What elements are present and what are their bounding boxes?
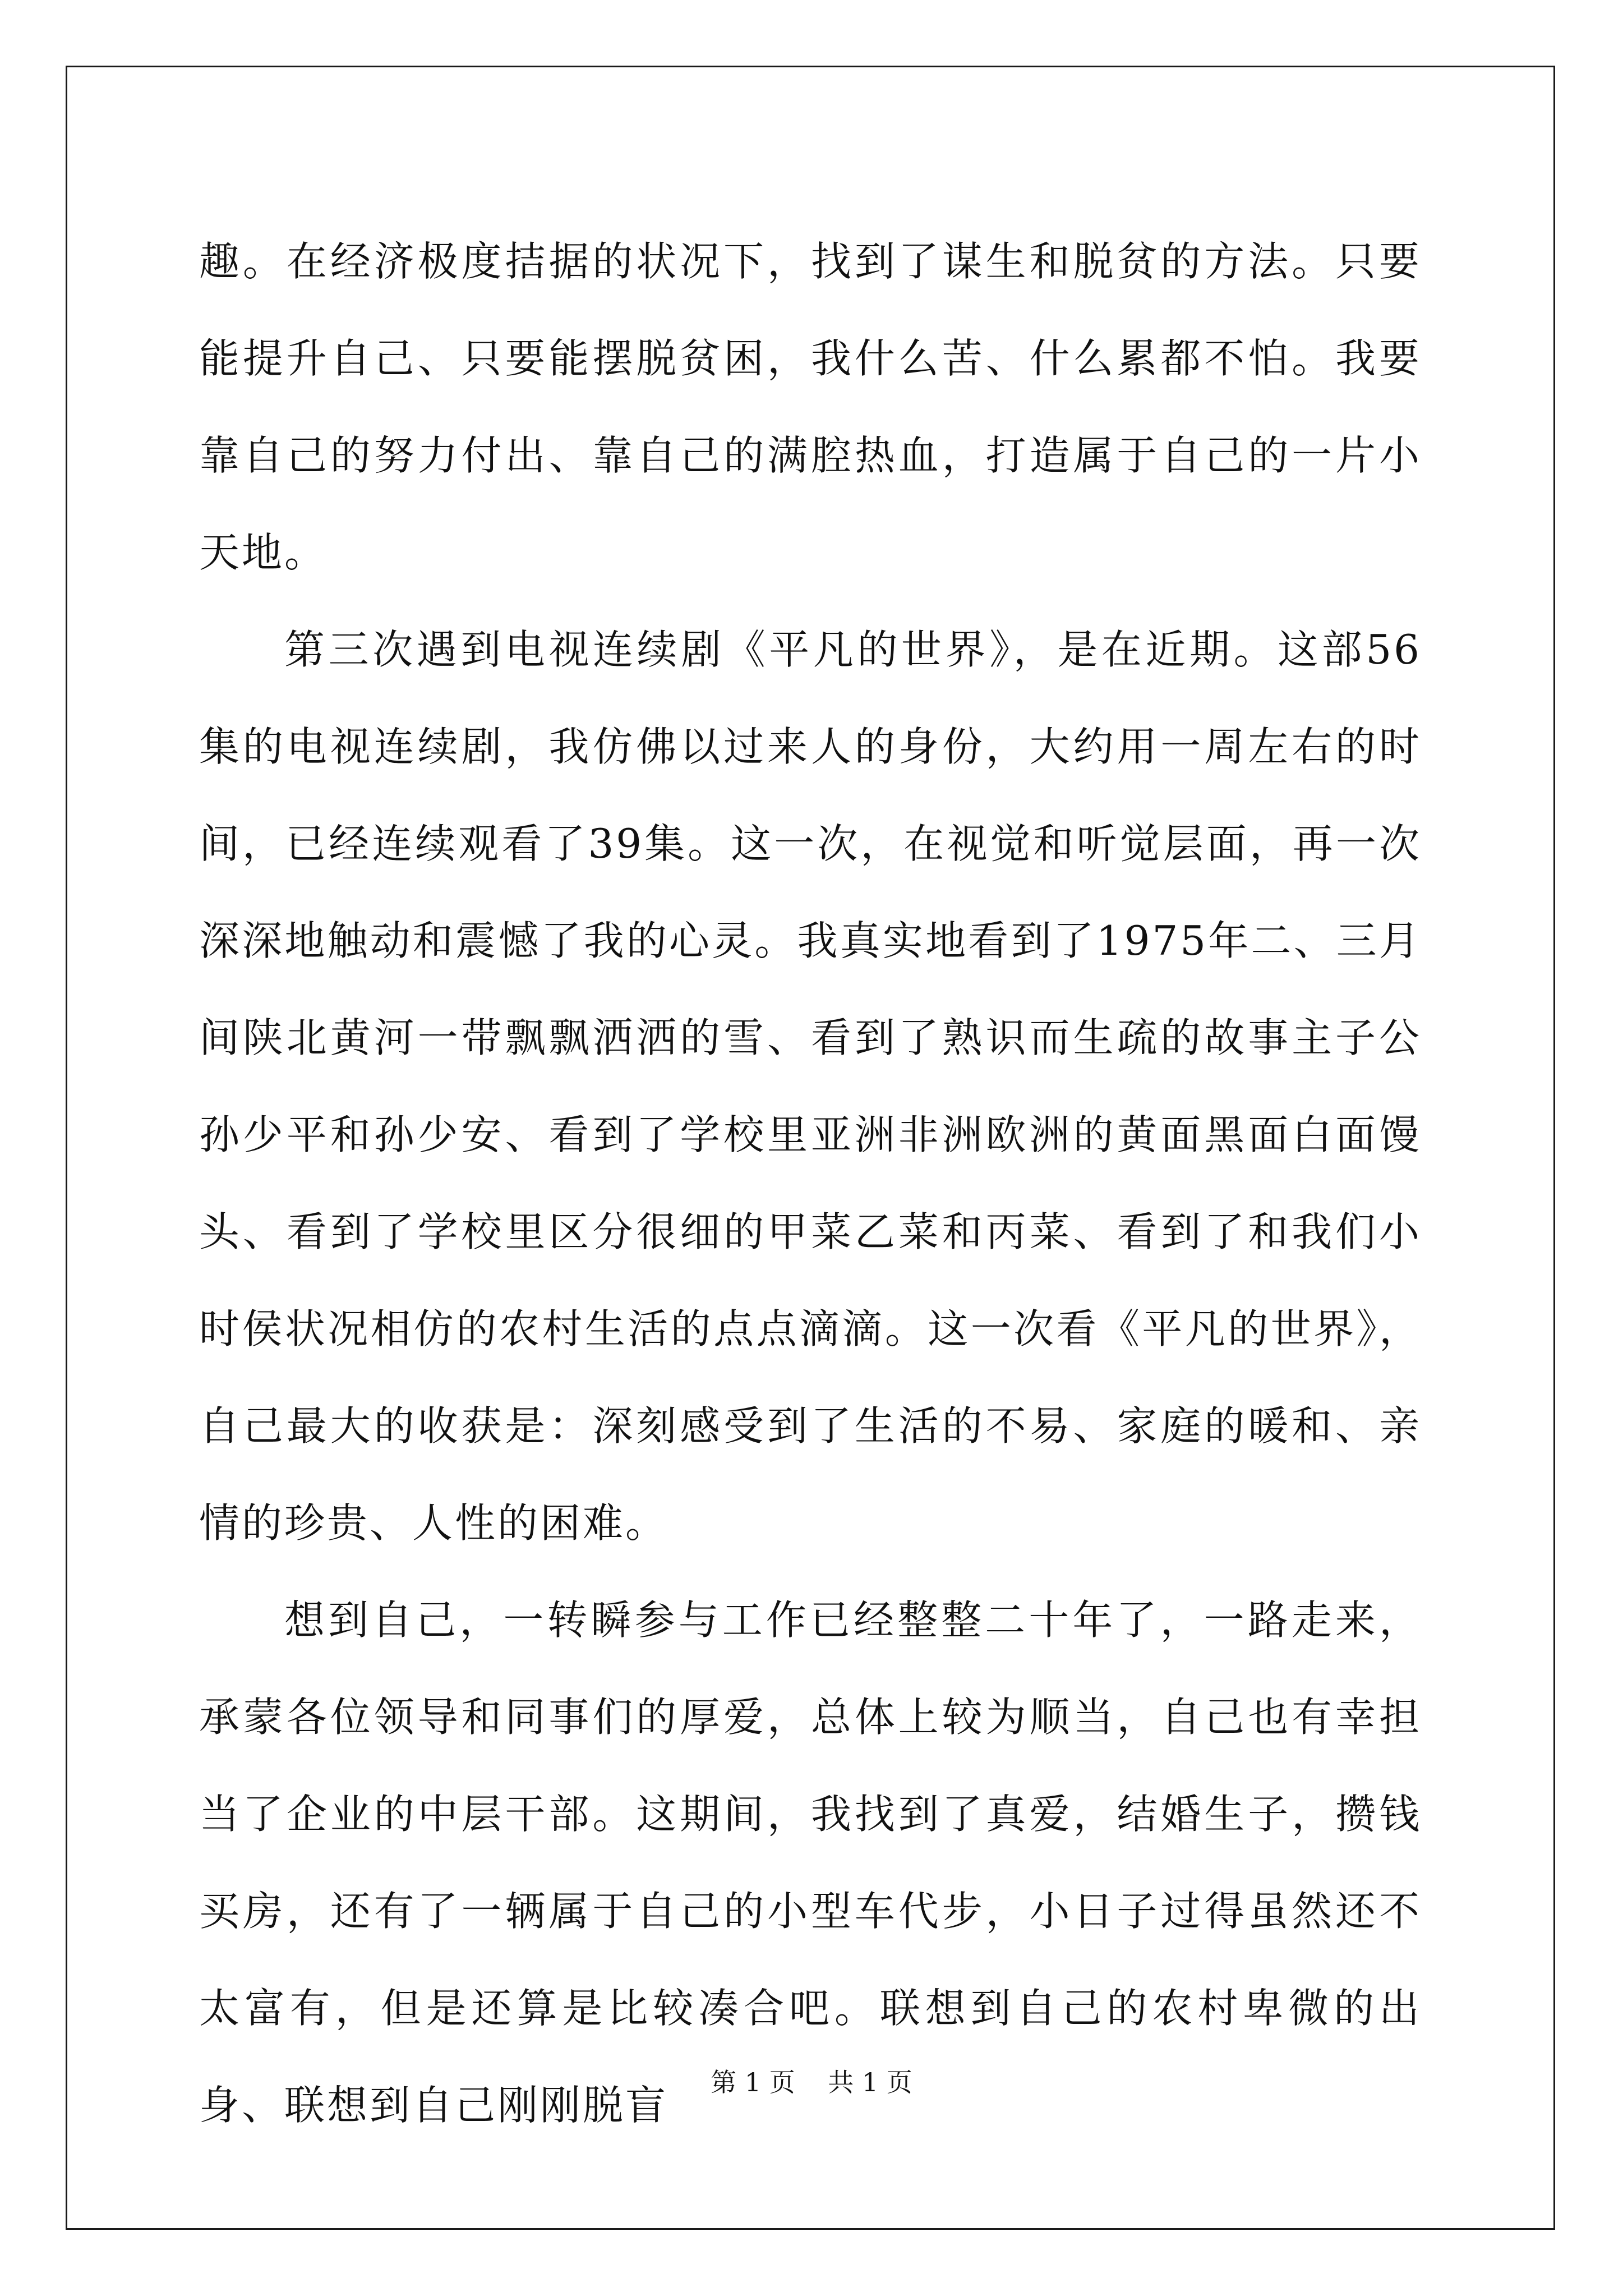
paragraph-3: 想到自己，一转瞬参与工作已经整整二十年了，一路走来，承蒙各位领导和同事们的厚爱，总体上较为顺当，自己也有幸担当了企业的中层干部。这期间，我找到了真爱，结婚生子，攒钱买房，还有了一辆属于自己的小型车代步，小日子过得虽然还不太富有，但是还算是比较凑合吧。联想到自己的农村卑微的出身、联想到自己刚刚脱盲 — [199, 1596, 1422, 2129]
document-body — [199, 213, 1422, 2154]
paragraph-2: 第三次遇到电视连续剧《平凡的世界》，是在近期。这部56集的电视连续剧，我仿佛以过来人的身份，大约用一周左右的时间，已经连续观看了39集。这一次，在视觉和听觉层面，再一次深深地触动和震憾了我的心灵。我真实地看到了1975年二、三月间陕北黄河一带飘飘洒洒的雪、看到了熟识而生疏的故事主子公孙少平和孙少安、看到了学校里亚洲非洲欧洲的黄面黑面白面馒头、看到了学校里区分很细的甲菜乙菜和丙菜、看到了和我们小时侯状况相仿的农村生活的点点滴滴。这一次看《平凡的世界》，自己最大的收获是：深刻感受到了生活的不易、家庭的暖和、亲情的珍贵、人性的困难。 — [199, 626, 1422, 1547]
page-number-footer: 第 1 页 共 1 页 — [711, 2067, 912, 2097]
paragraph-1: 趣。在经济极度拮据的状况下，找到了谋生和脱贫的方法。只要能提升自己、只要能摆脱贫困，我什么苦、什么累都不怕。我要靠自己的努力付出、靠自己的满腔热血，打造属于自己的一片小天地。 — [199, 238, 1422, 576]
